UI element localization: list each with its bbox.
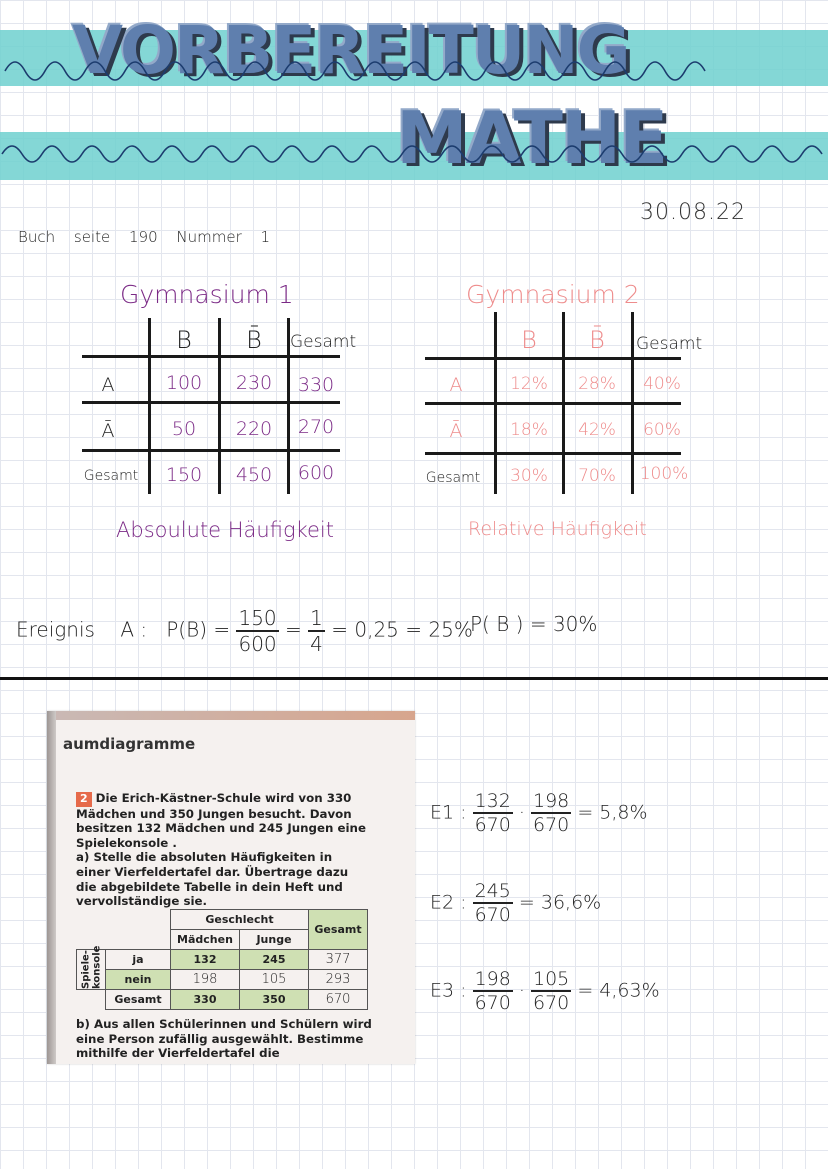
col-maedchen: Mädchen [171,930,240,950]
book-top-edge [47,711,415,720]
title-line-2: MATHE [396,96,667,180]
row-gesamt: Gesamt [106,990,171,1010]
cell-ja-g: 377 [309,950,368,970]
table2-col-rule-1 [494,312,497,494]
row-nein: nein [106,970,171,990]
table2-row-header: Ā [449,420,463,442]
table2-col-header: B̄ [589,326,605,354]
table1-cell: 600 [297,462,335,484]
book-spine [47,711,56,1064]
cell-ja-j: 245 [240,950,309,970]
table1-col-header: Gesamt [290,332,357,352]
table2-caption: Relative Häufigkeit [468,518,647,540]
task-number-badge: 2 [76,792,92,807]
book-ref-word1: Buch [18,228,56,246]
cell-nein-m: 198 [171,970,240,990]
book-reference [18,228,284,246]
table1-cell: 450 [235,464,273,486]
title-line-1: VORBEREITUNG [72,12,629,89]
table2-cell: 100% [639,464,689,484]
table1-row-header: Ā [101,420,115,442]
table2-rule-3 [425,452,681,455]
event-pb2: P( B ) = 30% [470,612,598,636]
table1-cell: 150 [165,464,203,486]
table1-rule-2 [82,401,340,404]
cell-nein-g: 293 [309,970,368,990]
event-line [16,606,473,656]
table1-title: Gymnasium 1 [120,280,294,309]
event-fraction-1: $\frac{150}{600}$ [238,606,277,656]
table1-cell: 330 [297,374,335,396]
table1-cell: 270 [297,416,335,438]
cell-nein-j: 105 [240,970,309,990]
decorative-script-line-top [0,36,828,96]
event-pb: P(B) = [166,617,231,642]
group-header: Geschlecht [171,910,309,930]
task-a: a) Stelle die absoluten Häufigkeiten in einer Vierfeldertafel dar. Übertrage dazu die abgebildete Tabelle in dein Heft und vervollständige sie. [76,850,349,909]
table2-col-header: B [521,326,537,354]
cell-ges-m: 330 [171,990,240,1010]
event-a-prefix: A : [120,617,148,642]
table1-row-header: Gesamt [83,468,139,484]
cell-ges-j: 350 [240,990,309,1010]
row-ja: ja [106,950,171,970]
event-label: Ereignis [16,617,95,642]
event-equals: = [285,617,302,642]
table1-col-rule-2 [218,318,221,494]
book-four-field-table [76,909,368,1010]
event-result: = 0,25 = 25% [331,617,473,642]
col-gesamt: Gesamt [309,910,368,950]
book-heading: aumdiagramme [63,735,196,753]
section-divider [0,677,828,680]
task-intro: Die Erich-Kästner-Schule wird von 330 Mädchen und 350 Jungen besucht. Davon besitzen 132 Mädchen und 245 Jungen eine Spielekonsole . [76,791,366,850]
date: 30.08.22 [640,200,746,225]
book-task-text [76,791,366,909]
table2-cell: 70% [578,466,616,486]
book-ref-word2: seite [73,228,111,246]
table1-caption: Absoulute Häufigkeit [116,518,334,542]
table2-cell: 40% [643,374,681,394]
table2-cell: 30% [510,466,548,486]
book-ref-page: 190 [128,228,158,246]
calc-e2: E2 : $\frac{245}{670}$ = 36,6% [430,880,602,926]
table1-rule-3 [82,449,340,452]
cell-ges-g: 670 [309,990,368,1010]
decorative-script-line-bottom [0,132,828,182]
table2-cell: 18% [510,420,548,440]
table2-cell: 42% [578,420,616,440]
table1-cell: 100 [165,372,203,394]
row-group: Spiele-konsole [77,950,106,990]
table2-rule-2 [425,402,681,405]
table1-col-header: B [176,326,192,354]
calc-e1: E1 : $\frac{132}{670}$ · $\frac{198}{670}$ = 5,8% [430,790,648,836]
table2-row-header: Gesamt [425,470,481,486]
table2-title: Gymnasium 2 [466,280,640,309]
book-ref-word3: Nummer [176,228,242,246]
table2-col-rule-2 [562,312,565,494]
book-ref-number: 1 [260,228,271,246]
table2-cell: 60% [643,420,681,440]
cell-ja-m: 132 [171,950,240,970]
table2-cell: 12% [510,374,548,394]
table1-col-rule-1 [148,318,151,494]
table2-rule-1 [425,357,681,360]
table1-cell: 50 [171,418,197,440]
table2-cell: 28% [578,374,616,394]
table1-col-header: B̄ [246,326,262,354]
table1-rule-1 [82,355,340,358]
event-fraction-2: $\frac{1}{4}$ [310,606,323,656]
calc-e3: E3 : $\frac{198}{670}$ · $\frac{105}{670}$ = 4,63% [430,968,660,1014]
table1-cell: 230 [235,372,273,394]
table2-row-header: A [449,374,463,396]
col-junge: Junge [240,930,309,950]
table2-col-header: Gesamt [636,334,703,354]
table1-cell: 220 [235,418,273,440]
book-photo [47,711,415,1064]
table1-row-header: A [101,374,115,396]
task-b: b) Aus allen Schülerinnen und Schülern wird eine Person zufällig ausgewählt. Bestimme mithilfe der Vierfeldertafel die [76,1017,372,1061]
